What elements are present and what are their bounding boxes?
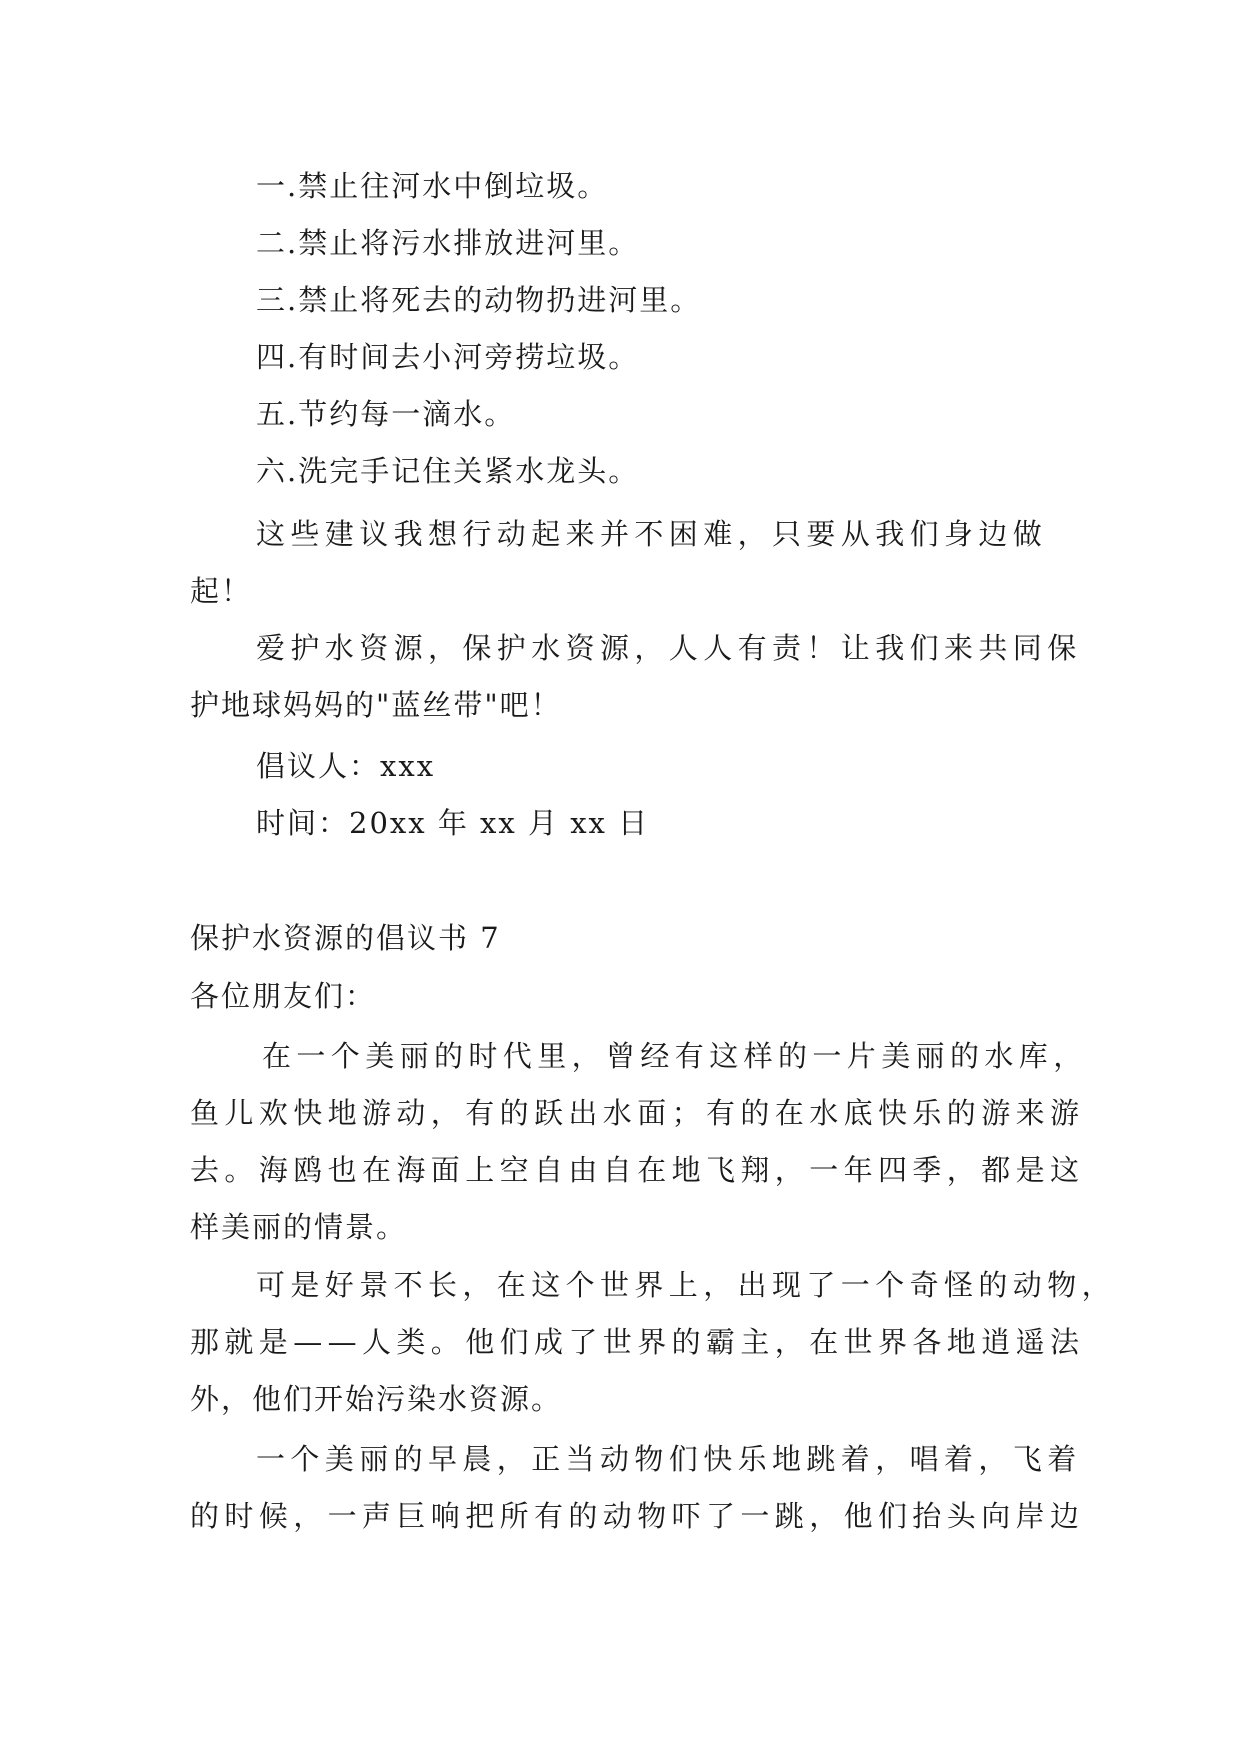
paragraph-line: 这些建议我想行动起来并不困难，只要从我们身边做 [256,517,1048,551]
paragraph-line: 一个美丽的早晨，正当动物们快乐地跳着，唱着，飞着 [256,1442,1082,1476]
date-line: 时间：20xx 年 xx 月 xx 日 [256,806,650,840]
paragraph-line: 在一个美丽的时代里，曾经有这样的一片美丽的水库， [262,1039,1088,1073]
list-item: 四.有时间去小河旁捞垃圾。 [256,340,640,374]
list-item: 二.禁止将污水排放进河里。 [256,226,640,260]
list-item: 五.节约每一滴水。 [256,397,516,431]
salutation: 各位朋友们： [190,979,377,1013]
signer-line: 倡议人：xxx [256,749,436,783]
paragraph-line: 样美丽的情景。 [190,1210,408,1244]
paragraph-line: 起！ [190,574,253,608]
paragraph-line: 护地球妈妈的"蓝丝带"吧！ [190,688,562,722]
list-item: 三.禁止将死去的动物扔进河里。 [256,283,702,317]
list-item: 一.禁止往河水中倒垃圾。 [256,169,609,203]
paragraph-line: 的时候，一声巨响把所有的动物吓了一跳，他们抬头向岸边 [190,1499,1085,1533]
paragraph-line: 外，他们开始污染水资源。 [190,1382,563,1416]
list-item: 六.洗完手记住关紧水龙头。 [256,454,640,488]
paragraph-line: 去。海鸥也在海面上空自由自在地飞翔，一年四季，都是这 [190,1153,1085,1187]
paragraph-line: 鱼儿欢快地游动，有的跃出水面；有的在水底快乐的游来游 [190,1096,1085,1130]
paragraph-line: 可是好景不长，在这个世界上，出现了一个奇怪的动物， [256,1268,1117,1302]
section-title: 保护水资源的倡议书 7 [190,921,501,955]
paragraph-line: 爱护水资源，保护水资源，人人有责！让我们来共同保 [256,631,1082,665]
paragraph-line: 那就是——人类。他们成了世界的霸主，在世界各地逍遥法 [190,1325,1085,1359]
